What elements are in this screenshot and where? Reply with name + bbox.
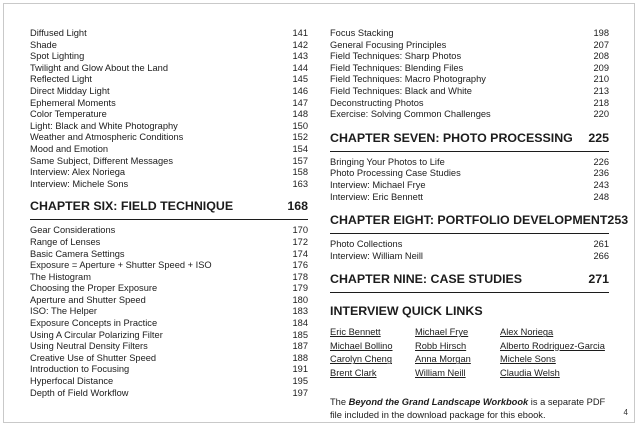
toc-entry[interactable] [30,306,308,318]
toc-entry-page: 266 [593,250,609,261]
toc-entry-page: 178 [292,271,308,282]
toc-entry-title: Interview: Alex Noriega [30,167,126,178]
toc-section-field-technique-cont [330,28,609,121]
chapter-title: CHAPTER NINE: CASE STUDIES [330,272,523,287]
toc-entry[interactable] [30,272,308,284]
toc-entry-page: 208 [593,51,609,62]
toc-entry-page: 172 [292,236,308,247]
toc-entry[interactable] [30,132,308,144]
toc-entry-title: Spot Lighting [30,51,85,62]
toc-entry-title: Interview: Michael Frye [330,179,426,190]
interview-link[interactable]: Michele Sons [500,354,556,365]
chapter-title: CHAPTER EIGHT: PORTFOLIO DEVELOPMENT [330,213,608,228]
toc-entry[interactable] [30,51,308,63]
toc-entry[interactable] [330,180,609,192]
toc-entry[interactable] [30,376,308,388]
note-workbook-title: Beyond the Grand Landscape Workbook [348,397,529,408]
toc-entry[interactable] [30,28,308,40]
toc-entry-title: Depth of Field Workflow [30,387,129,398]
toc-entry[interactable] [30,86,308,98]
toc-entry[interactable] [330,109,609,121]
chapter-rule [330,151,609,152]
toc-entry[interactable] [330,239,609,251]
toc-entry[interactable] [330,28,609,40]
chapter-nine-heading[interactable] [330,272,609,287]
toc-entry[interactable] [30,283,308,295]
toc-entry-title: Using A Circular Polarizing Filter [30,329,163,340]
toc-entry-page: 213 [593,85,609,96]
toc-section-portfolio [330,239,609,262]
toc-entry-title: Interview: William Neill [330,250,423,261]
toc-entry-page: 209 [593,62,609,73]
toc-entry[interactable] [30,179,308,191]
toc-entry[interactable] [30,167,308,179]
toc-entry-title: ISO: The Helper [30,306,98,317]
toc-entry-page: 142 [292,39,308,50]
toc-entry-title: Field Techniques: Black and White [330,85,472,96]
toc-entry-title: Choosing the Proper Exposure [30,283,158,294]
chapter-seven-heading[interactable] [330,131,609,146]
toc-entry[interactable] [330,51,609,63]
toc-entry[interactable] [30,98,308,110]
toc-entry-page: 154 [292,143,308,154]
toc-entry-page: 210 [593,74,609,85]
toc-entry[interactable] [30,341,308,353]
toc-entry-title: Bringing Your Photos to Life [330,156,445,167]
toc-entry-page: 261 [593,239,609,250]
toc-section-field-technique [30,225,308,399]
interview-link[interactable]: Alex Noriega [500,327,554,338]
interview-link[interactable]: Michael Bollino [330,340,393,351]
toc-entry-title: Photo Collections [330,239,403,250]
toc-entry-title: Shade [30,39,57,50]
toc-entry[interactable] [30,260,308,272]
toc-entry[interactable] [330,168,609,180]
interview-link[interactable]: Brent Clark [330,367,377,378]
toc-entry[interactable] [30,318,308,330]
chapter-six-heading[interactable] [30,199,308,214]
toc-section-photo-processing [330,157,609,203]
toc-entry[interactable] [30,225,308,237]
toc-entry[interactable] [30,353,308,365]
toc-entry[interactable] [330,86,609,98]
chapter-page: 271 [588,272,609,287]
toc-section-light [30,28,308,190]
toc-entry-page: 179 [292,283,308,294]
toc-entry-title: Field Techniques: Sharp Photos [330,51,462,62]
toc-entry[interactable] [30,121,308,133]
toc-entry[interactable] [30,74,308,86]
toc-entry-page: 150 [292,120,308,131]
toc-entry[interactable] [30,63,308,75]
toc-entry-title: Photo Processing Case Studies [330,168,461,179]
toc-entry-page: 187 [292,341,308,352]
toc-entry-title: Range of Lenses [30,236,101,247]
chapter-rule [330,233,609,234]
toc-entry[interactable] [30,237,308,249]
toc-entry-title: Reflected Light [30,74,93,85]
toc-entry-page: 152 [292,132,308,143]
toc-entry-title: Interview: Michele Sons [30,178,129,189]
chapter-rule [30,219,308,220]
workbook-note [330,396,609,421]
toc-entry[interactable] [330,40,609,52]
toc-entry-page: 144 [292,62,308,73]
toc-right-column [330,28,629,421]
quick-links-title: INTERVIEW QUICK LINKS [330,304,483,319]
chapter-page: 225 [588,130,609,145]
toc-entry[interactable] [330,63,609,75]
toc-entry-title: Field Techniques: Macro Photography [330,74,486,85]
toc-entry-title: Color Temperature [30,109,107,120]
toc-entry-title: Basic Camera Settings [30,248,125,259]
interview-link[interactable]: Anna Morgan [415,354,471,365]
chapter-title: CHAPTER SEVEN: PHOTO PROCESSING [330,130,573,145]
toc-entry[interactable] [330,192,609,204]
toc-entry-page: 141 [292,28,308,38]
toc-entry-title: Diffused Light [30,28,87,38]
toc-entry[interactable] [30,295,308,307]
toc-entry[interactable] [30,144,308,156]
toc-entry-page: 198 [593,28,609,38]
toc-entry-page: 158 [292,167,308,178]
toc-entry-page: 191 [292,364,308,375]
toc-entry[interactable] [30,364,308,376]
toc-entry-page: 148 [292,109,308,120]
toc-entry-page: 174 [292,248,308,259]
toc-entry-page: 207 [593,39,609,50]
interview-link[interactable]: Eric Bennett [330,327,381,338]
toc-entry-page: 183 [292,306,308,317]
toc-entry[interactable] [330,74,609,86]
interview-link[interactable]: William Neill [415,367,466,378]
toc-entry-title: General Focusing Principles [330,39,447,50]
toc-entry-title: Using Neutral Density Filters [30,341,148,352]
note-prefix: The [330,397,349,408]
quick-links-grid [330,326,609,380]
toc-entry-title: Twilight and Glow About the Land [30,62,168,73]
toc-entry-title: Exposure Concepts in Practice [30,318,158,329]
toc-entry-page: 157 [292,155,308,166]
toc-entry-title: The Histogram [30,271,91,282]
toc-entry-page: 143 [292,51,308,62]
toc-entry-title: Same Subject, Different Messages [30,155,173,166]
toc-entry-title: Field Techniques: Blending Files [330,62,464,73]
interview-link[interactable]: Robb Hirsch [415,340,467,351]
toc-entry-page: 185 [292,329,308,340]
toc-entry-page: 248 [593,191,609,202]
toc-entry-title: Direct Midday Light [30,85,110,96]
toc-entry-page: 195 [292,376,308,387]
interview-link[interactable]: Carolyn Cheng [330,354,393,365]
toc-entry-page: 145 [292,74,308,85]
toc-entry-page: 163 [292,178,308,189]
toc-entry-title: Focus Stacking [330,28,394,38]
toc-entry[interactable] [30,388,308,400]
toc-entry-title: Light: Black and White Photography [30,120,178,131]
toc-entry-page: 180 [292,294,308,305]
toc-entry[interactable] [30,109,308,121]
chapter-title: CHAPTER SIX: FIELD TECHNIQUE [30,199,234,214]
toc-entry[interactable] [30,40,308,52]
note-suffix: is a separate PDF file included in the download package for this ebook. [330,397,606,420]
toc-entry-page: 188 [292,352,308,363]
toc-entry-title: Exercise: Solving Common Challenges [330,109,491,120]
toc-entry-title: Exposure = Aperture + Shutter Speed + ISO [30,260,212,271]
toc-entry-page: 170 [292,225,308,236]
toc-entry[interactable] [30,330,308,342]
toc-entry-page: 236 [593,168,609,179]
interview-link[interactable]: Claudia Welsh [500,367,560,378]
toc-entry-title: Creative Use of Shutter Speed [30,352,157,363]
toc-entry-title: Interview: Eric Bennett [330,191,424,202]
chapter-page: 168 [287,199,308,214]
toc-entry-title: Deconstructing Photos [330,97,424,108]
toc-entry-title: Introduction to Focusing [30,364,130,375]
toc-entry-page: 176 [292,260,308,271]
toc-entry-page: 243 [593,179,609,190]
chapter-eight-heading[interactable] [330,213,629,228]
toc-entry-page: 147 [292,97,308,108]
page-number: 4 [623,408,628,417]
toc-entry-page: 226 [593,156,609,167]
toc-entry-page: 184 [292,318,308,329]
toc-left-column [30,28,308,399]
interview-link[interactable]: Michael Frye [415,327,469,338]
toc-entry-page: 146 [292,85,308,96]
toc-entry[interactable] [330,251,609,263]
interview-link[interactable]: Alberto Rodriguez-Garcia [500,340,605,351]
toc-entry-title: Gear Considerations [30,225,116,236]
toc-entry-title: Hyperfocal Distance [30,376,114,387]
toc-entry[interactable] [30,156,308,168]
toc-entry-title: Mood and Emotion [30,143,109,154]
toc-entry[interactable] [30,249,308,261]
toc-entry[interactable] [330,157,609,169]
chapter-rule [330,292,609,293]
toc-entry-page: 197 [292,387,308,398]
chapter-page: 253 [607,213,629,228]
toc-entry-title: Weather and Atmospheric Conditions [30,132,184,143]
toc-entry-title: Aperture and Shutter Speed [30,294,146,305]
toc-entry-title: Ephemeral Moments [30,97,116,108]
toc-entry[interactable] [330,98,609,110]
toc-entry-page: 218 [593,97,609,108]
toc-entry-page: 220 [593,109,609,120]
